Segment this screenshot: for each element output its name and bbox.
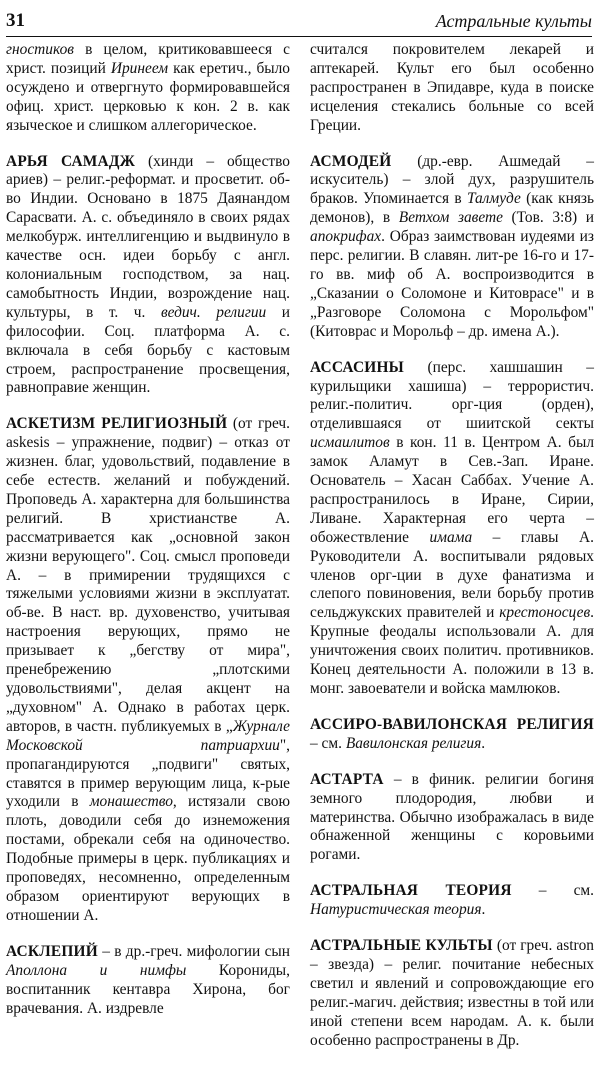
entry-text: в кон. 11 в. Центром А. был замок Аламут в Сев.-Зап. Иране. Основатель – Хасан Саббах. Учение А. распространилось в Иране, Сирии, Ливане. Характерная его черта – обожествление — [310, 434, 594, 546]
headword: АСКЕТИЗМ РЕЛИГИОЗНЫЙ — [6, 415, 228, 433]
entry-text: (от греч. askesis – упражнение, подвиг) – отказ от жизнен. благ, удовольствий, подавление в себе естеств. желаний и побуждений. Проповедь А. характерна для большинства религий. В христианстве А. рассматривается как „основной закон жизни верующего". Соц. смысл проповеди А. – в примирении трудящихся с тяжелыми условиями жизни в эксплуатат. об-ве. В наст. вр. духовенство, учитывая настроения верующих, прямо не призывает к „бегству от мира", пренебрежению „плотскими удовольствиями", делая акцент на „духовном" А. Однако в работах церк. авторов, в частн. публикуемых в „ — [6, 415, 290, 735]
entry-text: – в финик. религии богиня земного плодородия, любви и материнства. Обычно изображалась в виде обнаженной женщины с коровьими рогами. — [310, 770, 594, 864]
entry-assyro-babylonian — [310, 716, 594, 754]
cross-reference: Аполлона и нимфы — [6, 961, 187, 979]
running-head: Астральные культы — [435, 11, 592, 31]
cross-reference: Вавилонская религия — [345, 734, 482, 752]
headword: АСМОДЕЙ — [310, 152, 392, 170]
entry-text: . — [481, 901, 486, 919]
cross-reference: Журнале Московской патриархии — [6, 717, 290, 754]
entry-text: (как князь демонов), в — [310, 190, 594, 227]
entry-astral-theory — [310, 882, 594, 920]
entry-asceticism — [6, 415, 290, 925]
cross-reference: Ветхом завете — [398, 209, 503, 227]
entry-text: и философии. Соц. платформа А. с. включала в себя борьбу с кастовым строем, распространение просвещения, равноправие женщин. — [6, 303, 291, 397]
cross-reference: монашество — [89, 793, 173, 811]
right-column — [310, 41, 594, 1068]
cross-reference: исмаилитов — [310, 434, 390, 452]
cross-reference: Иринеем — [110, 59, 169, 77]
page-header — [6, 10, 592, 37]
cross-reference: крестоносцев — [499, 604, 591, 622]
cross-reference: ведич. религии — [160, 303, 267, 321]
entry-asmodeus — [310, 153, 594, 342]
entry-astral-cults — [310, 937, 594, 1050]
page-number: 31 — [6, 10, 25, 31]
entry-text: Корониды, воспитанник кентавра Хирона, бог врачевания. А. издревле — [6, 961, 290, 1017]
headword: АССИРО-ВАВИЛОНСКАЯ РЕЛИГИЯ — [310, 715, 594, 733]
cross-reference: Натуристическая теория — [310, 901, 482, 919]
entry-text: – в др.-греч. мифологии сын — [97, 942, 290, 960]
entry-asclepius — [6, 943, 290, 1019]
entry-text: – см. — [310, 734, 346, 752]
entry-text: . Крупные феодалы использовали А. для уничтожения своих политич. противников. Конец деятельности А. положили в 13 в. монг. завоеватели и войска мамлюков. — [310, 604, 594, 697]
headword: АСТАРТА — [310, 770, 384, 788]
entry-text: считался покровителем лекарей и аптекарей. Культ его был особенно распространен в Эпидавре, куда в поиске исцеления стекались больные со всей Греции. — [310, 41, 594, 134]
entry-text: (др.-евр. Ашмедай – искуситель) – злой дух, разрушитель браков. Упоминается в — [310, 152, 594, 208]
entry-assassins — [310, 359, 594, 699]
headword: АРЬЯ САМАДЖ — [6, 152, 136, 170]
left-column — [6, 41, 290, 1035]
cross-reference: имама — [429, 528, 473, 546]
entry-continuation — [310, 41, 594, 136]
entry-text: – см. — [511, 882, 595, 900]
entry-text: , истязали свою плоть, доводили себя до изнеможения постами, обрекали себя на одиночество. Подобные примеры в церк. публикациях и проповедях, несомненно, определенным образом ориентируют верующих в отношении А. — [6, 793, 290, 924]
entry-text: (хинди – общество ариев) – религ.-реформат. и просветит. об-во Индии. Основано в 1875 Даянандом Сарасвати. А. с. объединяло в своих рядах мелкобурж. интеллигенцию и выдвинуло в качестве осн. идеи борьбу с англ. колониальным господством, за нац. самобытность Индии, возрождение нац. культуры, в т. ч. — [6, 152, 290, 321]
headword: АССАСИНЫ — [310, 358, 404, 376]
entry-text: . — [481, 734, 486, 752]
entry-text: (перс. хашшашин – курильщики хашиша) – террористич. религ.-политич. орг-ция (орден), отделившаяся от шиитской секты — [310, 358, 594, 433]
headword: АСКЛЕПИЙ — [6, 942, 98, 960]
entry-astarte — [310, 771, 594, 866]
headword: АСТРАЛЬНАЯ ТЕОРИЯ — [310, 882, 512, 900]
entry-text: ", пропагандируются „подвиги" святых, ставятся в пример верующим лица, к-рые уходили в — [6, 736, 290, 811]
entry-text: (от греч. astron – звезда) – религ. почитание небесных светил и явлений и сопровождающие его религ.-магич. действия; известны в той или иной степени всем народам. А. к. были особенно распространены в Др. — [310, 937, 594, 1049]
entry-text: . Образ заимствован иудеями из перс. религии. В славян. лит-ре 16-го и 17-го вв. миф об А. воспроизводится в „Сказании о Соломоне и Китоврасе" и в „Разговоре Соломона с Морольфом" (Китоврас и Морольф – др. имена А.). — [310, 228, 594, 340]
cross-reference: гностиков — [6, 41, 74, 58]
entry-text: как еретич., было осуждено и отвергнуто формировавшейся офиц. христ. церковью к кон. 2 в. как языческое и слишком аллегорическое. — [6, 59, 290, 134]
entry-text: – главы А. Руководители А. воспитывали рядовых членов орг-ции в духе фанатизма и слепого повиновения, вели борьбу против сельджукских правителей и — [310, 528, 594, 622]
entry-arya-samaj — [6, 153, 290, 399]
headword: АСТРАЛЬНЫЕ КУЛЬТЫ — [310, 937, 493, 955]
entry-continuation — [6, 41, 290, 136]
cross-reference: апокрифах — [310, 228, 382, 246]
cross-reference: Талмуде — [466, 190, 521, 208]
entry-text: (Тов. 3:8) и — [502, 209, 594, 227]
entry-text: в целом, критиковавшееся с христ. позиций — [6, 41, 290, 77]
